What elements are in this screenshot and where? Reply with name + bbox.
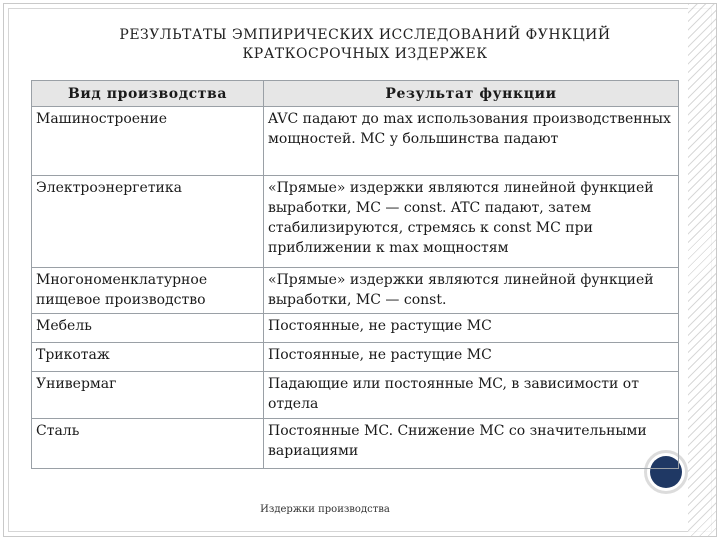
table-header-row [32,81,679,107]
production-type-cell: Машиностроение [32,107,264,176]
function-result-cell: «Прямые» издержки являются линейной функцией выработки, MC — const. [264,268,679,314]
decorative-stripe [688,4,716,536]
production-type-cell: Сталь [32,419,264,469]
slide-title: РЕЗУЛЬТАТЫ ЭМПИРИЧЕСКИХ ИССЛЕДОВАНИЙ ФУНКЦИЙ КРАТКОСРОЧНЫХ ИЗДЕРЖЕК [119,27,611,62]
table-row [32,176,679,268]
function-result-cell: Постоянные, не растущие MC [264,314,679,343]
header-function-result: Результат функции [264,81,679,107]
production-type-cell: Многономенклатурное пищевое производство [32,268,264,314]
table-row [32,372,679,419]
production-type-cell: Универмаг [32,372,264,419]
function-result-cell: Постоянные, не растущие MC [264,343,679,372]
table-row [32,268,679,314]
slide-footer: Издержки производства [260,504,390,515]
table-row [32,314,679,343]
function-result-cell: Постоянные MC. Снижение MC со значительными вариациями [264,419,679,469]
function-result-cell: «Прямые» издержки являются линейной функцией выработки, MC — const. ATC падают, затем стабилизируются, стремясь к const MC при приближении к max мощностям [264,176,679,268]
production-type-cell: Электроэнергетика [32,176,264,268]
table-row [32,107,679,176]
function-result-cell: Падающие или постоянные MC, в зависимости от отдела [264,372,679,419]
table-row [32,419,679,469]
production-type-cell: Мебель [32,314,264,343]
production-type-cell: Трикотаж [32,343,264,372]
table-row [32,343,679,372]
function-result-cell: AVC падают до max использования производственных мощностей. MC у большинства падают [264,107,679,176]
results-table [31,80,679,469]
header-production-type: Вид производства [32,81,264,107]
